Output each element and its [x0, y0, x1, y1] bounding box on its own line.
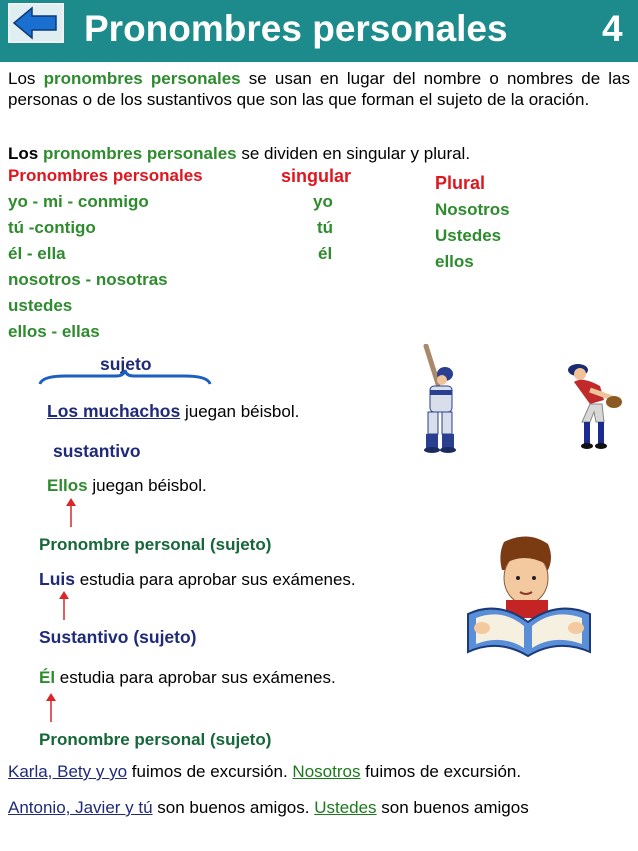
table-header-singular: singular — [281, 166, 352, 186]
intro-paragraph-2: Los pronombres personales se dividen en singular y plural. — [8, 144, 471, 163]
baseball-batter-icon — [412, 344, 460, 454]
boy-reading-book-icon — [462, 534, 596, 658]
brace-icon — [36, 368, 214, 388]
sustantivo-label: sustantivo — [53, 441, 141, 461]
list-item: yo - mi - conmigo — [8, 192, 149, 211]
list-item: ellos — [435, 252, 474, 271]
intro-paragraph-1: Los pronombres personales se usan en lugar del nombre o nombres de las personas o de los sustantivos que son las que forman el sujeto de la oración. — [8, 69, 631, 109]
label-sustantivo-sujeto: Sustantivo (sujeto) — [39, 627, 197, 647]
page-number: 4 — [602, 8, 623, 49]
list-item: él — [318, 244, 333, 263]
example-sentence-3: Luis estudia para aprobar sus exámenes. — [39, 569, 356, 589]
table-header-plural: Plural — [435, 173, 486, 193]
list-item: ellos - ellas — [8, 322, 100, 341]
table-header-pronombres: Pronombres personales — [8, 166, 203, 185]
list-item: Ustedes — [435, 226, 502, 245]
example-sentence-1: Los muchachos juegan béisbol. — [47, 401, 300, 421]
list-item: yo — [313, 192, 333, 211]
up-arrow-icon — [65, 498, 77, 528]
list-item: nosotros - nosotras — [8, 270, 168, 289]
up-arrow-icon — [58, 591, 70, 621]
list-item: tú — [317, 218, 334, 237]
list-item: Nosotros — [435, 200, 510, 219]
list-item: él - ella — [8, 244, 66, 263]
label-pronombre-personal: Pronombre personal (sujeto) — [39, 535, 272, 554]
example-sentence-2: Ellos juegan béisbol. — [47, 476, 207, 495]
bottom-sentence-1: Karla, Bety y yo fuimos de excursión. Nosotros fuimos de excursión. — [8, 762, 522, 781]
example-sentence-4: Él estudia para aprobar sus exámenes. — [39, 668, 336, 687]
header-bar — [0, 0, 638, 62]
up-arrow-icon — [45, 693, 57, 723]
sujeto-label: sujeto — [100, 354, 152, 374]
list-item: tú -contigo — [8, 218, 96, 237]
back-button[interactable] — [8, 3, 64, 43]
page-title: Pronombres personales — [84, 8, 508, 49]
bottom-sentence-2: Antonio, Javier y tú son buenos amigos. Ustedes son buenos amigos — [8, 798, 529, 817]
label-pronombre-personal: Pronombre personal (sujeto) — [39, 730, 272, 749]
baseball-catcher-icon — [560, 360, 626, 450]
back-arrow-icon — [8, 3, 64, 43]
list-item: ustedes — [8, 296, 73, 315]
